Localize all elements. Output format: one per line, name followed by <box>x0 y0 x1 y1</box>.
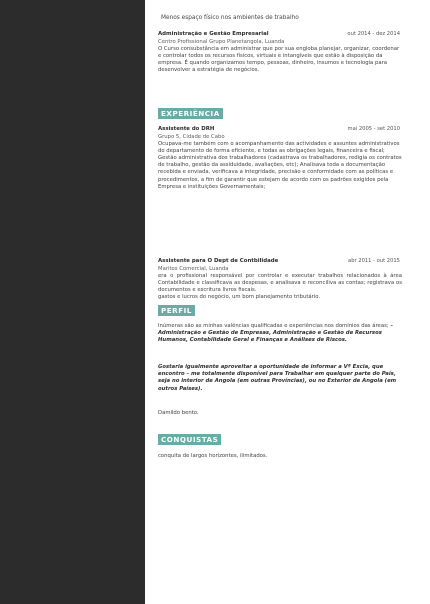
job-2-description: era o profissional responsável por controlar e executar trabalhos relacionados à área Contabilidade e classificava as despesas, e analisava e reconciliva as contas; registrava os documentos e escritura livros fiscais. <box>158 272 402 293</box>
sidebar-dark-panel <box>0 0 145 604</box>
job-2-dates: abr 2011 - out 2015 <box>348 258 400 264</box>
profile-paragraph-2 <box>158 364 408 393</box>
education-dates: out 2014 - dez 2014 <box>347 31 400 37</box>
education-entry <box>158 31 402 74</box>
job-1-dates: mai 2005 - set 2010 <box>347 126 400 132</box>
achievements-block <box>158 453 408 460</box>
job-2-title: Assistente para O Dept de Contbilidade <box>158 258 279 264</box>
job-1-title: Assistente do DRH <box>158 126 215 132</box>
education-title: Administração e Gestão Empresarial <box>158 31 269 37</box>
achievements-heading: CONQUISTAS <box>158 434 221 445</box>
job-2-header <box>158 258 402 266</box>
achievements-text: conquita de largos horizontes, ilimitados. <box>158 453 268 459</box>
profile-availability-text: Gostaria igualmente aproveitar a oportunidade de informar a Vª Excia, que encontro – me totalmente disponível para Trabalhar em qualquer parte do País, seja no interior de Angola (em outras Províncias), ou no Exterior de Angola (em outros Países). <box>158 364 397 392</box>
profile-text <box>158 323 408 345</box>
signature-name: Damildo bento. <box>158 410 199 416</box>
job-1-header <box>158 126 402 134</box>
education-institution: Centro Profissional Grupo Planetangola, Luanda <box>158 38 285 45</box>
profile-heading: PERFIL <box>158 305 195 316</box>
job-1-company: Grupo 5, Cidade de Cabo <box>158 133 225 140</box>
profile-areas-bold: – Administração e Gestão de Empresas, Administração e Gestão de Recursos Humanos, Contabilidade Geral e Finanças e Análises de Riscos. <box>158 323 393 344</box>
education-entry-header <box>158 31 402 39</box>
profile-plain-text: Inúmeras são as minhas valências qualificadas e experiências nos domínios das áreas; <box>158 323 389 329</box>
experience-heading: EXPERIÊNCIA <box>158 108 223 119</box>
intro-line: Menos espaço físico nos ambientes de trabalho <box>161 15 299 21</box>
job-2-company: Maritos Comercial, Luanda <box>158 265 229 272</box>
education-description: O Curso consubstância em administrar que por sua engloba planejar, organizar, coordenar e controlar todos os recursos físicos, virtuais e intangíveis que estão à disposição da empresa. É quando organizamos tempo, pessoas, dinheiro, insumos e tecnologia para desenvolver a estratégia de negócios. <box>158 45 400 74</box>
job-1-description: Ocupava-me também com o acompanhamento das actividades e assuntes administrativos do departamento de forma eficiente, e todas as obrigações legais, financeira e fiscal; Gestão administrativa dos trabalhadores (cadastrava os trabalhadores, redigia os contratos de trabalho, gestão da assiduidade, avaliações, etc); Analisava toda a documentação recebida e enviada, verificava a integridade, precisão e conformidade com as políticas e procedimentos, a fim de garantir que estejam de acordo com os padrões exigidos pela Empresa e instituições Governamentais; <box>158 140 402 190</box>
profile-signature-block <box>158 410 408 417</box>
job-2-description-continued: gastos e lucros do negócio, um bom planejamento tributário. <box>158 294 321 301</box>
profile-paragraph-1 <box>158 323 408 345</box>
job-entry-2 <box>158 258 402 301</box>
job-entry-1 <box>158 126 402 191</box>
